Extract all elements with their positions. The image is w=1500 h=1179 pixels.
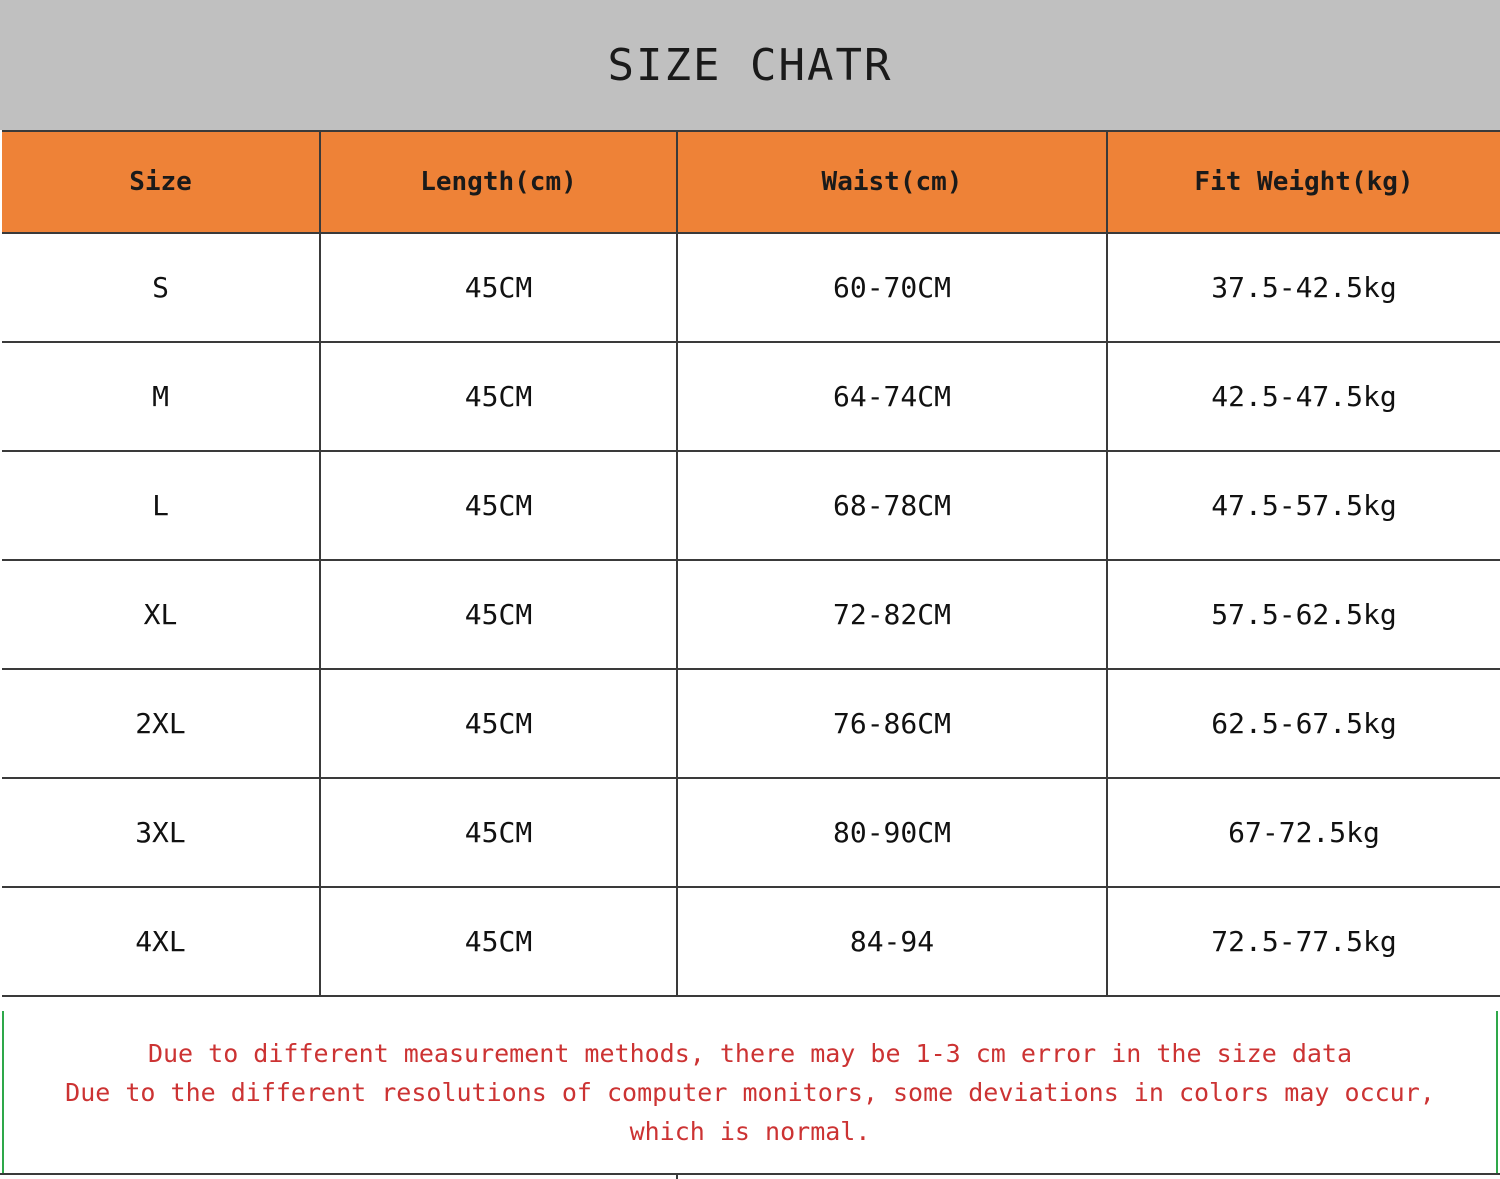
cell-size: 2XL xyxy=(2,669,320,778)
cell-length: 45CM xyxy=(320,342,677,451)
table-row xyxy=(2,451,1500,560)
table-row xyxy=(2,669,1500,778)
cell-waist: 76-86CM xyxy=(677,669,1107,778)
header-row xyxy=(2,131,1500,233)
cell-size: S xyxy=(2,233,320,342)
note-line-monitor: Due to the different resolutions of computer monitors, some deviations in colors may occur, xyxy=(65,1077,1435,1107)
cell-fit-weight: 42.5-47.5kg xyxy=(1107,342,1500,451)
cell-size: XL xyxy=(2,560,320,669)
note-line-measurement: Due to different measurement methods, there may be 1-3 cm error in the size data xyxy=(147,1038,1353,1068)
cell-size: L xyxy=(2,451,320,560)
cell-waist: 60-70CM xyxy=(677,233,1107,342)
cell-length: 45CM xyxy=(320,669,677,778)
cell-fit-weight: 67-72.5kg xyxy=(1107,778,1500,887)
note-line-normal: which is normal. xyxy=(629,1116,871,1146)
cell-length: 45CM xyxy=(320,778,677,887)
column-header-fit-weight: Fit Weight(kg) xyxy=(1107,131,1500,233)
cell-waist: 72-82CM xyxy=(677,560,1107,669)
title-bar xyxy=(0,0,1500,130)
cell-fit-weight: 37.5-42.5kg xyxy=(1107,233,1500,342)
cell-size: M xyxy=(2,342,320,451)
cell-length: 45CM xyxy=(320,233,677,342)
table-row xyxy=(2,233,1500,342)
cell-fit-weight: 47.5-57.5kg xyxy=(1107,451,1500,560)
cell-fit-weight: 62.5-67.5kg xyxy=(1107,669,1500,778)
column-header-waist: Waist(cm) xyxy=(677,131,1107,233)
cell-length: 45CM xyxy=(320,451,677,560)
cell-size: 4XL xyxy=(2,887,320,996)
table-row xyxy=(2,778,1500,887)
cell-size: 3XL xyxy=(2,778,320,887)
cell-length: 45CM xyxy=(320,887,677,996)
cell-fit-weight: 72.5-77.5kg xyxy=(1107,887,1500,996)
cell-waist: 80-90CM xyxy=(677,778,1107,887)
size-chart-table xyxy=(2,130,1500,997)
table-row xyxy=(2,342,1500,451)
cell-length: 45CM xyxy=(320,560,677,669)
bottom-divider xyxy=(0,1173,1500,1175)
bottom-divider-tick xyxy=(676,1173,678,1179)
disclaimer-note xyxy=(2,1011,1498,1173)
page-title: SIZE CHATR xyxy=(607,39,893,91)
table-row xyxy=(2,887,1500,996)
cell-fit-weight: 57.5-62.5kg xyxy=(1107,560,1500,669)
cell-waist: 84-94 xyxy=(677,887,1107,996)
column-header-length: Length(cm) xyxy=(320,131,677,233)
column-header-size: Size xyxy=(2,131,320,233)
table-row xyxy=(2,560,1500,669)
cell-waist: 64-74CM xyxy=(677,342,1107,451)
cell-waist: 68-78CM xyxy=(677,451,1107,560)
